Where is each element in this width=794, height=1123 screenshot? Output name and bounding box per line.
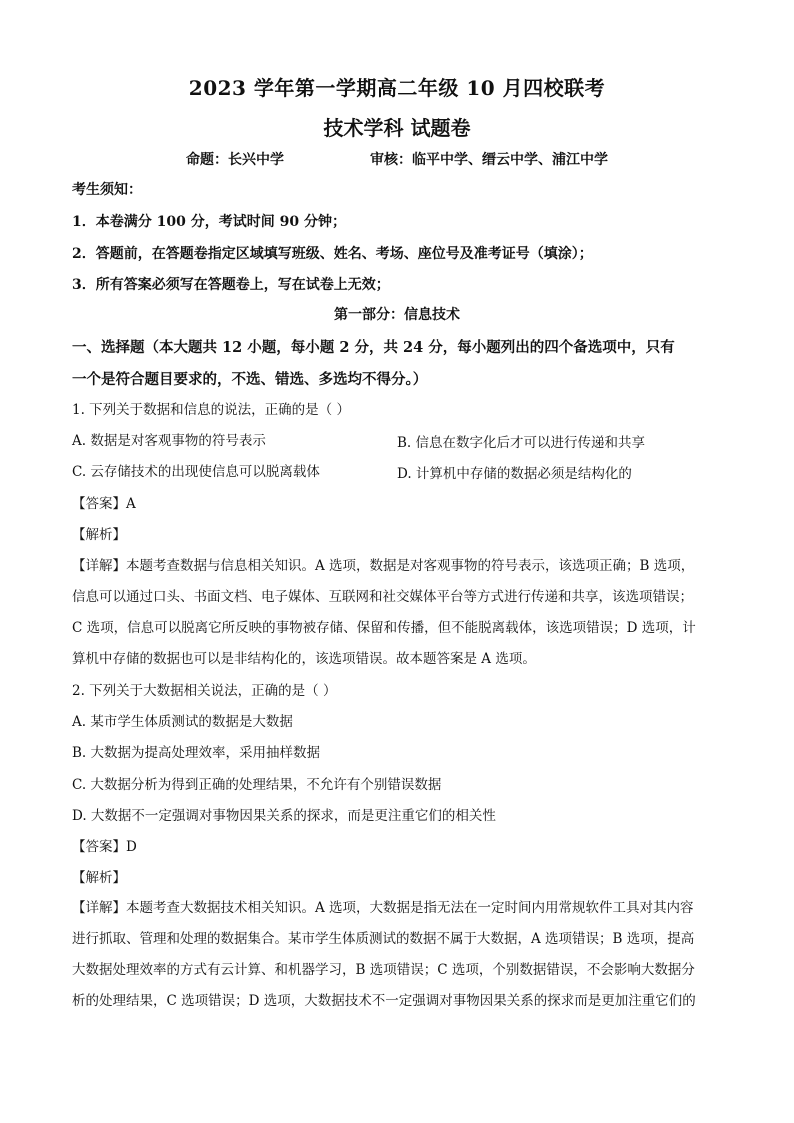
question-2-option-a: A. 某市学生体质测试的数据是大数据: [72, 714, 293, 730]
question-1-detail-line: 算机中存储的数据也可以是非结构化的，该选项错误。故本题答案是 A 选项。: [72, 651, 536, 667]
question-1-detail: [72, 551, 720, 675]
question-2-detail: [72, 893, 720, 1017]
question-2-detail-line: 进行抓取、管理和处理的数据集合。某市学生体质测试的数据不属于大数据，A 选项错误；B 选项，提高: [72, 931, 695, 947]
question-1-option-d: D. 计算机中存储的数据必须是结构化的: [397, 466, 632, 482]
question-2-option-d: D. 大数据不一定强调对事物因果关系的探求，而是更注重它们的相关性: [72, 808, 496, 824]
authors-line: [0, 149, 794, 169]
question-1-stem: 1. 下列关于数据和信息的说法，正确的是（ ）: [72, 402, 350, 418]
question-2-option-b: B. 大数据为提高处理效率，采用抽样数据: [72, 745, 321, 761]
section-heading-line-1: 一、选择题（本大题共 12 小题，每小题 2 分，共 24 分，每小题列出的四个备选项中，只有: [72, 339, 675, 356]
question-1-detail-line: C 选项，信息可以脱离它所反映的事物被存储、保留和传播，但不能脱离载体，该选项错误；D 选项，计: [72, 620, 696, 636]
question-1-detail-line: 信息可以通过口头、书面文档、电子媒体、互联网和社交媒体平台等方式进行传递和共享，该选项错误；: [72, 589, 693, 605]
exam-title: 2023 学年第一学期高二年级 10 月四校联考: [188, 76, 606, 100]
question-1-option-c: C. 云存储技术的出现使信息可以脱离载体: [72, 464, 320, 480]
question-2-answer: 【答案】D: [72, 839, 137, 855]
question-1-analysis-label: 【解析】: [72, 527, 126, 543]
question-1-option-b: B. 信息在数字化后才可以进行传递和共享: [397, 435, 646, 451]
notice-item-1: 1．本卷满分 100 分，考试时间 90 分钟；: [72, 214, 346, 230]
question-1-detail-line: 【详解】本题考查数据与信息相关知识。A 选项，数据是对客观事物的符号表示，该选项正确；B 选项，: [72, 558, 695, 574]
reviewer-text: 审核：临平中学、缙云中学、浦江中学: [370, 152, 608, 168]
question-2-stem: 2. 下列关于大数据相关说法，正确的是（ ）: [72, 683, 337, 699]
notice-heading: 考生须知：: [72, 182, 142, 198]
question-2-detail-line: 析的处理结果，C 选项错误；D 选项，大数据技术不一定强调对事物因果关系的探求而是更加注重它们的: [72, 993, 696, 1009]
notice-item-3: 3．所有答案必须写在答题卷上，写在试卷上无效；: [72, 277, 390, 293]
notice-item-2: 2．答题前，在答题卷指定区域填写班级、姓名、考场、座位号及准考证号（填涂）；: [72, 246, 593, 262]
part-heading: 第一部分：信息技术: [334, 307, 460, 323]
question-2-option-c: C. 大数据分析为得到正确的处理结果，不允许有个别错误数据: [72, 777, 442, 793]
question-2-detail-line: 大数据处理效率的方式有云计算、和机器学习，B 选项错误；C 选项，个别数据错误，不会影响大数据分: [72, 962, 695, 978]
author-text: 命题：长兴中学: [186, 152, 284, 168]
question-2-detail-line: 【详解】本题考查大数据技术相关知识。A 选项，大数据是指无法在一定时间内用常规软件工具对其内容: [72, 900, 694, 916]
question-2-analysis-label: 【解析】: [72, 870, 126, 886]
section-heading-line-2: 一个是符合题目要求的，不选、错选、多选均不得分。）: [72, 371, 428, 388]
exam-subtitle: 技术学科 试题卷: [323, 116, 471, 140]
question-1-answer: 【答案】A: [72, 496, 136, 512]
question-1-option-a: A. 数据是对客观事物的符号表示: [72, 433, 266, 449]
